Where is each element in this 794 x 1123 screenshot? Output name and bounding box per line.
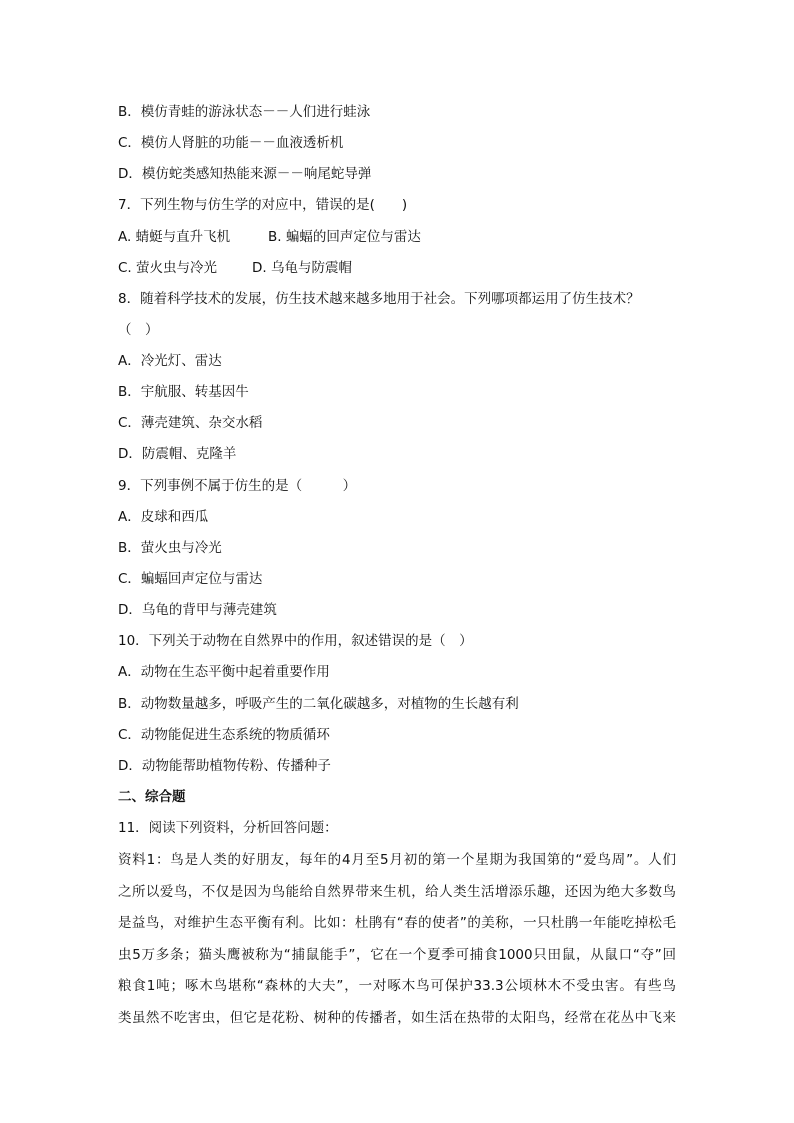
q8-stem-continued: （ ） [118, 322, 159, 338]
q10-option-d: D．动物能帮助植物传粉、传播种子 [118, 758, 331, 774]
q7-option-a: A. 蜻蜓与直升飞机 [118, 229, 231, 245]
q10-option-b: B．动物数量越多，呼吸产生的二氧化碳越多，对植物的生长越有利 [118, 696, 519, 712]
material-line: 是益鸟，对维护生态平衡有利。比如：杜鹃有“春的使者”的美称，一只杜鹃一年能吃掉松毛 [118, 915, 676, 931]
q10-stem: 10．下列关于动物在自然界中的作用，叙述错误的是（ ） [118, 633, 473, 649]
q7-option-c: C. 萤火虫与冷光 [118, 260, 218, 276]
q9-stem: 9．下列事例不属于仿生的是（ ） [118, 478, 357, 494]
q6-option-d: D．模仿蛇类感知热能来源－－响尾蛇导弹 [118, 166, 372, 182]
q7-option-b: B. 蝙蝠的回声定位与雷达 [268, 229, 421, 245]
q11-stem: 11．阅读下列资料，分析回答问题： [118, 820, 338, 836]
material-line: 资料1：鸟是人类的好朋友，每年的4月至5月初的第一个星期为我国第的“爱鸟周”。人们 [118, 852, 676, 868]
q8-option-b: B．宇航服、转基因牛 [118, 384, 249, 400]
q10-option-a: A．动物在生态平衡中起着重要作用 [118, 664, 330, 680]
q6-option-c: C．模仿人肾脏的功能－－血液透析机 [118, 135, 344, 151]
q10-option-c: C．动物能促进生态系统的物质循环 [118, 727, 330, 743]
q8-option-c: C．薄壳建筑、杂交水稻 [118, 415, 263, 431]
material-line: 之所以爱鸟，不仅是因为鸟能给自然界带来生机，给人类生活增添乐趣，还因为绝大多数鸟 [118, 883, 676, 900]
q9-option-d: D．乌龟的背甲与薄壳建筑 [118, 602, 277, 618]
q8-option-a: A．冷光灯、雷达 [118, 353, 222, 369]
section-title-comprehensive: 二、综合题 [118, 789, 186, 805]
q7-option-d: D. 乌龟与防震帽 [252, 260, 352, 276]
material-line: 类虽然不吃害虫，但它是花粉、树种的传播者，如生活在热带的太阳鸟，经常在花丛中飞来 [118, 1009, 676, 1026]
material-line: 虫5万多条；猫头鹰被称为“捕鼠能手”，它在一个夏季可捕食1000只田鼠，从鼠口“夺”回 [118, 946, 676, 963]
q9-option-a: A．皮球和西瓜 [118, 509, 209, 525]
q9-option-c: C．蝙蝠回声定位与雷达 [118, 571, 263, 587]
q8-stem: 8．随着科学技术的发展，仿生技术越来越多地用于社会。下列哪项都运用了仿生技术？ [118, 291, 640, 307]
q9-option-b: B．萤火虫与冷光 [118, 540, 222, 556]
q6-option-b: B．模仿青蛙的游泳状态－－人们进行蛙泳 [118, 104, 371, 120]
q11-material-1 [118, 845, 676, 1034]
q8-option-d: D．防震帽、克隆羊 [118, 446, 237, 462]
q7-stem: 7．下列生物与仿生学的对应中，错误的是( ) [118, 197, 408, 213]
material-line: 粮食1吨；啄木鸟堪称“森林的大夫”，一对啄木鸟可保护33.3公顷林木不受虫害。有些鸟 [118, 978, 676, 994]
